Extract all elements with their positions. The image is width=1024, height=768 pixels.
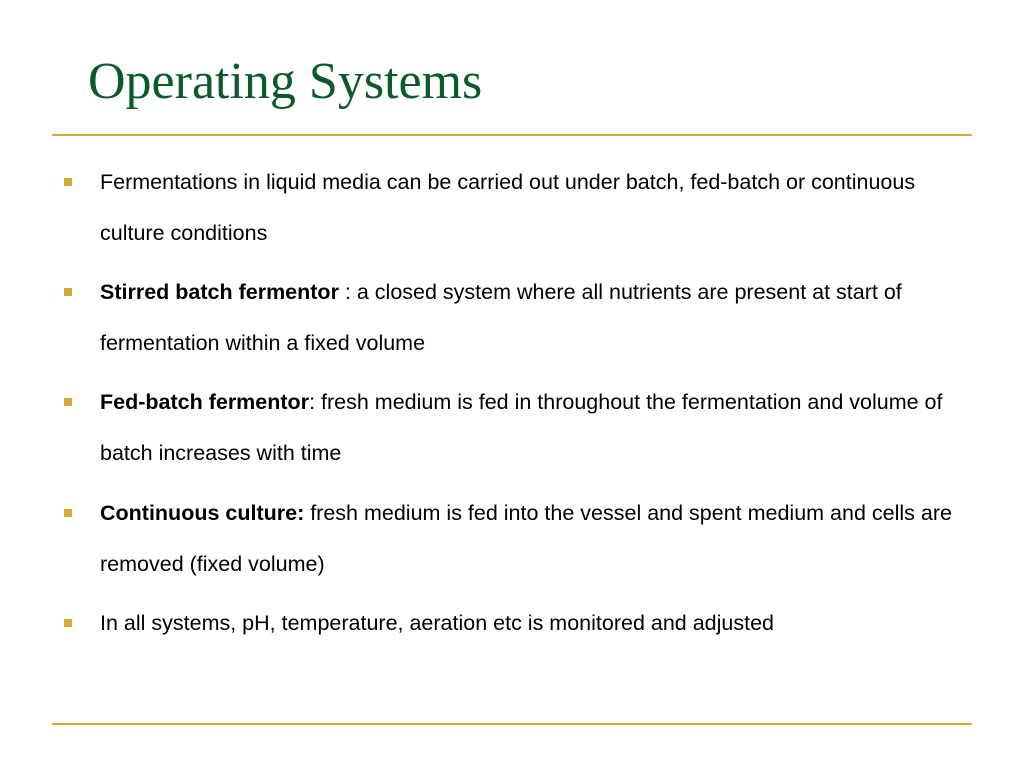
bullet-text: fresh medium is fed into the vessel and spent medium and cells are removed (fixed volume) [100,501,952,576]
bullet-text: : a closed system where all nutrients are present at start of fermentation within a fixed volume [100,280,902,355]
bullet-term: Continuous culture: [100,501,305,525]
bullet-term: Fed-batch fermentor [100,390,310,414]
square-bullet-icon [64,398,72,406]
square-bullet-icon [64,178,72,186]
title-divider [52,134,972,136]
bullet-item [100,157,980,259]
footer-divider [52,723,972,725]
slide-title: Operating Systems [88,53,483,110]
bullet-item [100,598,980,649]
square-bullet-icon [64,619,72,627]
bullet-item [100,377,980,479]
bullet-item [100,488,980,590]
square-bullet-icon [64,288,72,296]
bullet-text: Fermentations in liquid media can be carried out under batch, fed-batch or continuous culture conditions [100,170,916,245]
bullet-text: : fresh medium is fed in throughout the fermentation and volume of batch increases with time [100,390,943,465]
square-bullet-icon [64,509,72,517]
bullet-item [100,267,980,369]
bullet-term: Stirred batch fermentor [100,280,339,304]
bullet-text: In all systems, pH, temperature, aeration etc is monitored and adjusted [100,611,775,635]
